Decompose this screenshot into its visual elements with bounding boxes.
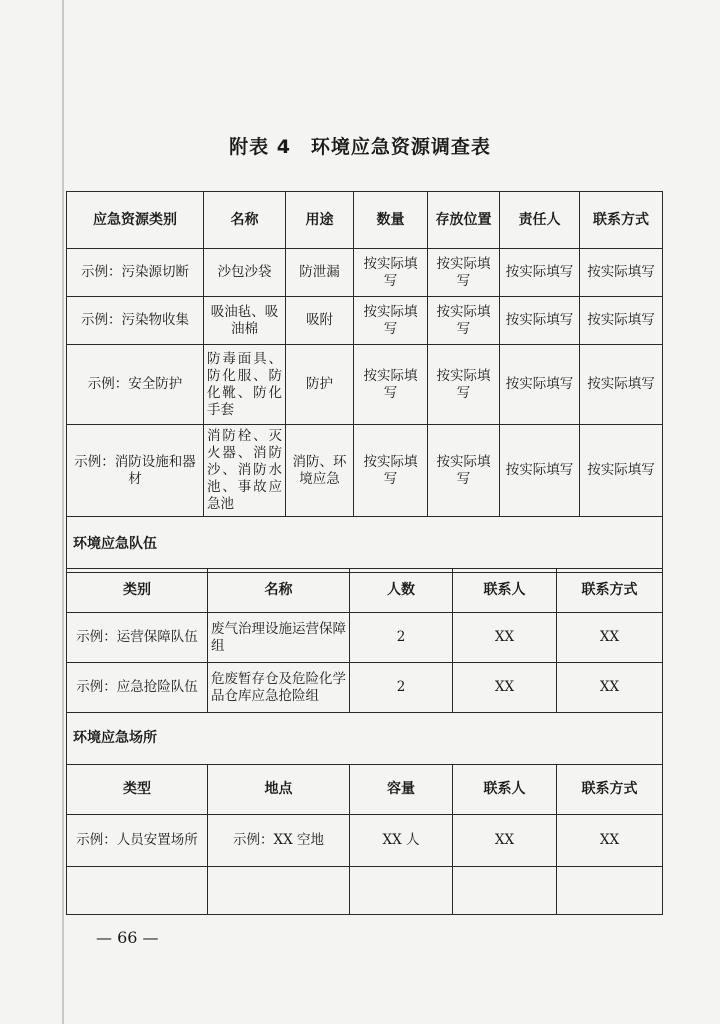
table-cell: 按实际填写 (354, 345, 428, 425)
header-cell: 容量 (350, 765, 453, 815)
resource-row (67, 425, 663, 517)
table-cell: 消防栓、灭火器、消防沙、消防水池、事故应急池 (204, 425, 286, 517)
table-cell: 按实际填写 (354, 425, 428, 517)
header-cell: 联系方式 (557, 765, 663, 815)
sites-header-row (67, 765, 663, 815)
table-cell: 示例：污染源切断 (67, 249, 204, 297)
table-cell (453, 867, 557, 915)
table-cell: XX (557, 663, 663, 713)
table-cell: 按实际填写 (428, 297, 500, 345)
table-cell: XX (453, 663, 557, 713)
table-cell: XX 人 (350, 815, 453, 867)
page-title: 附表 4 环境应急资源调查表 (229, 136, 491, 158)
table-cell: 示例：应急抢险队伍 (67, 663, 208, 713)
table-cell: 示例：XX 空地 (208, 815, 350, 867)
team-table (66, 568, 663, 915)
header-cell: 存放位置 (428, 192, 500, 249)
section-title: 环境应急场所 (67, 713, 663, 765)
resource-row (67, 345, 663, 425)
table-cell: 防泄漏 (286, 249, 354, 297)
sites-row (67, 815, 663, 867)
header-cell: 联系人 (453, 765, 557, 815)
section-title: 环境应急队伍 (67, 517, 663, 573)
table-cell: 消防、环境应急 (286, 425, 354, 517)
resource-header-row (67, 192, 663, 249)
table-cell: 2 (350, 663, 453, 713)
page-number: — 66 — (96, 928, 159, 947)
table-cell: 按实际填写 (428, 425, 500, 517)
table-cell: 按实际填写 (580, 345, 663, 425)
table-cell (67, 867, 208, 915)
table-cell: 按实际填写 (500, 249, 580, 297)
header-cell: 人数 (350, 569, 453, 613)
table-cell: XX (557, 815, 663, 867)
table-cell: XX (453, 815, 557, 867)
table-cell: 按实际填写 (428, 249, 500, 297)
header-cell: 用途 (286, 192, 354, 249)
table-cell: 按实际填写 (500, 297, 580, 345)
table-cell: 废气治理设施运营保障组 (208, 613, 350, 663)
table-cell: 2 (350, 613, 453, 663)
table-cell: 示例：人员安置场所 (67, 815, 208, 867)
header-cell: 类型 (67, 765, 208, 815)
table-cell: 按实际填写 (428, 345, 500, 425)
table-cell (557, 867, 663, 915)
table-cell: 示例：安全防护 (67, 345, 204, 425)
header-cell: 应急资源类别 (67, 192, 204, 249)
table-cell: 按实际填写 (580, 425, 663, 517)
table-cell: 防护 (286, 345, 354, 425)
sites-row-empty (67, 867, 663, 915)
table-cell: XX (557, 613, 663, 663)
header-cell: 责任人 (500, 192, 580, 249)
table-cell: 按实际填写 (354, 297, 428, 345)
header-cell: 类别 (67, 569, 208, 613)
team-row (67, 613, 663, 663)
header-cell: 联系方式 (557, 569, 663, 613)
table-cell: 沙包沙袋 (204, 249, 286, 297)
table-cell: 按实际填写 (500, 345, 580, 425)
table-cell: 示例：污染物收集 (67, 297, 204, 345)
header-cell: 地点 (208, 765, 350, 815)
table-cell: 按实际填写 (354, 249, 428, 297)
resource-row (67, 297, 663, 345)
survey-table (66, 191, 663, 573)
team-row (67, 663, 663, 713)
section-row-team (67, 517, 663, 573)
table-cell: 吸附 (286, 297, 354, 345)
header-cell: 数量 (354, 192, 428, 249)
table-cell: 按实际填写 (580, 249, 663, 297)
table-cell (208, 867, 350, 915)
header-cell: 联系人 (453, 569, 557, 613)
table-cell: 防毒面具、防化服、防化靴、防化手套 (204, 345, 286, 425)
table-cell: XX (453, 613, 557, 663)
header-cell: 名称 (204, 192, 286, 249)
table-cell: 危废暂存仓及危险化学品仓库应急抢险组 (208, 663, 350, 713)
table-cell: 按实际填写 (500, 425, 580, 517)
table-cell (350, 867, 453, 915)
table-cell: 示例：运营保障队伍 (67, 613, 208, 663)
table-cell: 吸油毡、吸油棉 (204, 297, 286, 345)
header-cell: 名称 (208, 569, 350, 613)
section-row-sites (67, 713, 663, 765)
resource-row (67, 249, 663, 297)
table-cell: 按实际填写 (580, 297, 663, 345)
header-cell: 联系方式 (580, 192, 663, 249)
table-cell: 示例：消防设施和器材 (67, 425, 204, 517)
team-header-row (67, 569, 663, 613)
